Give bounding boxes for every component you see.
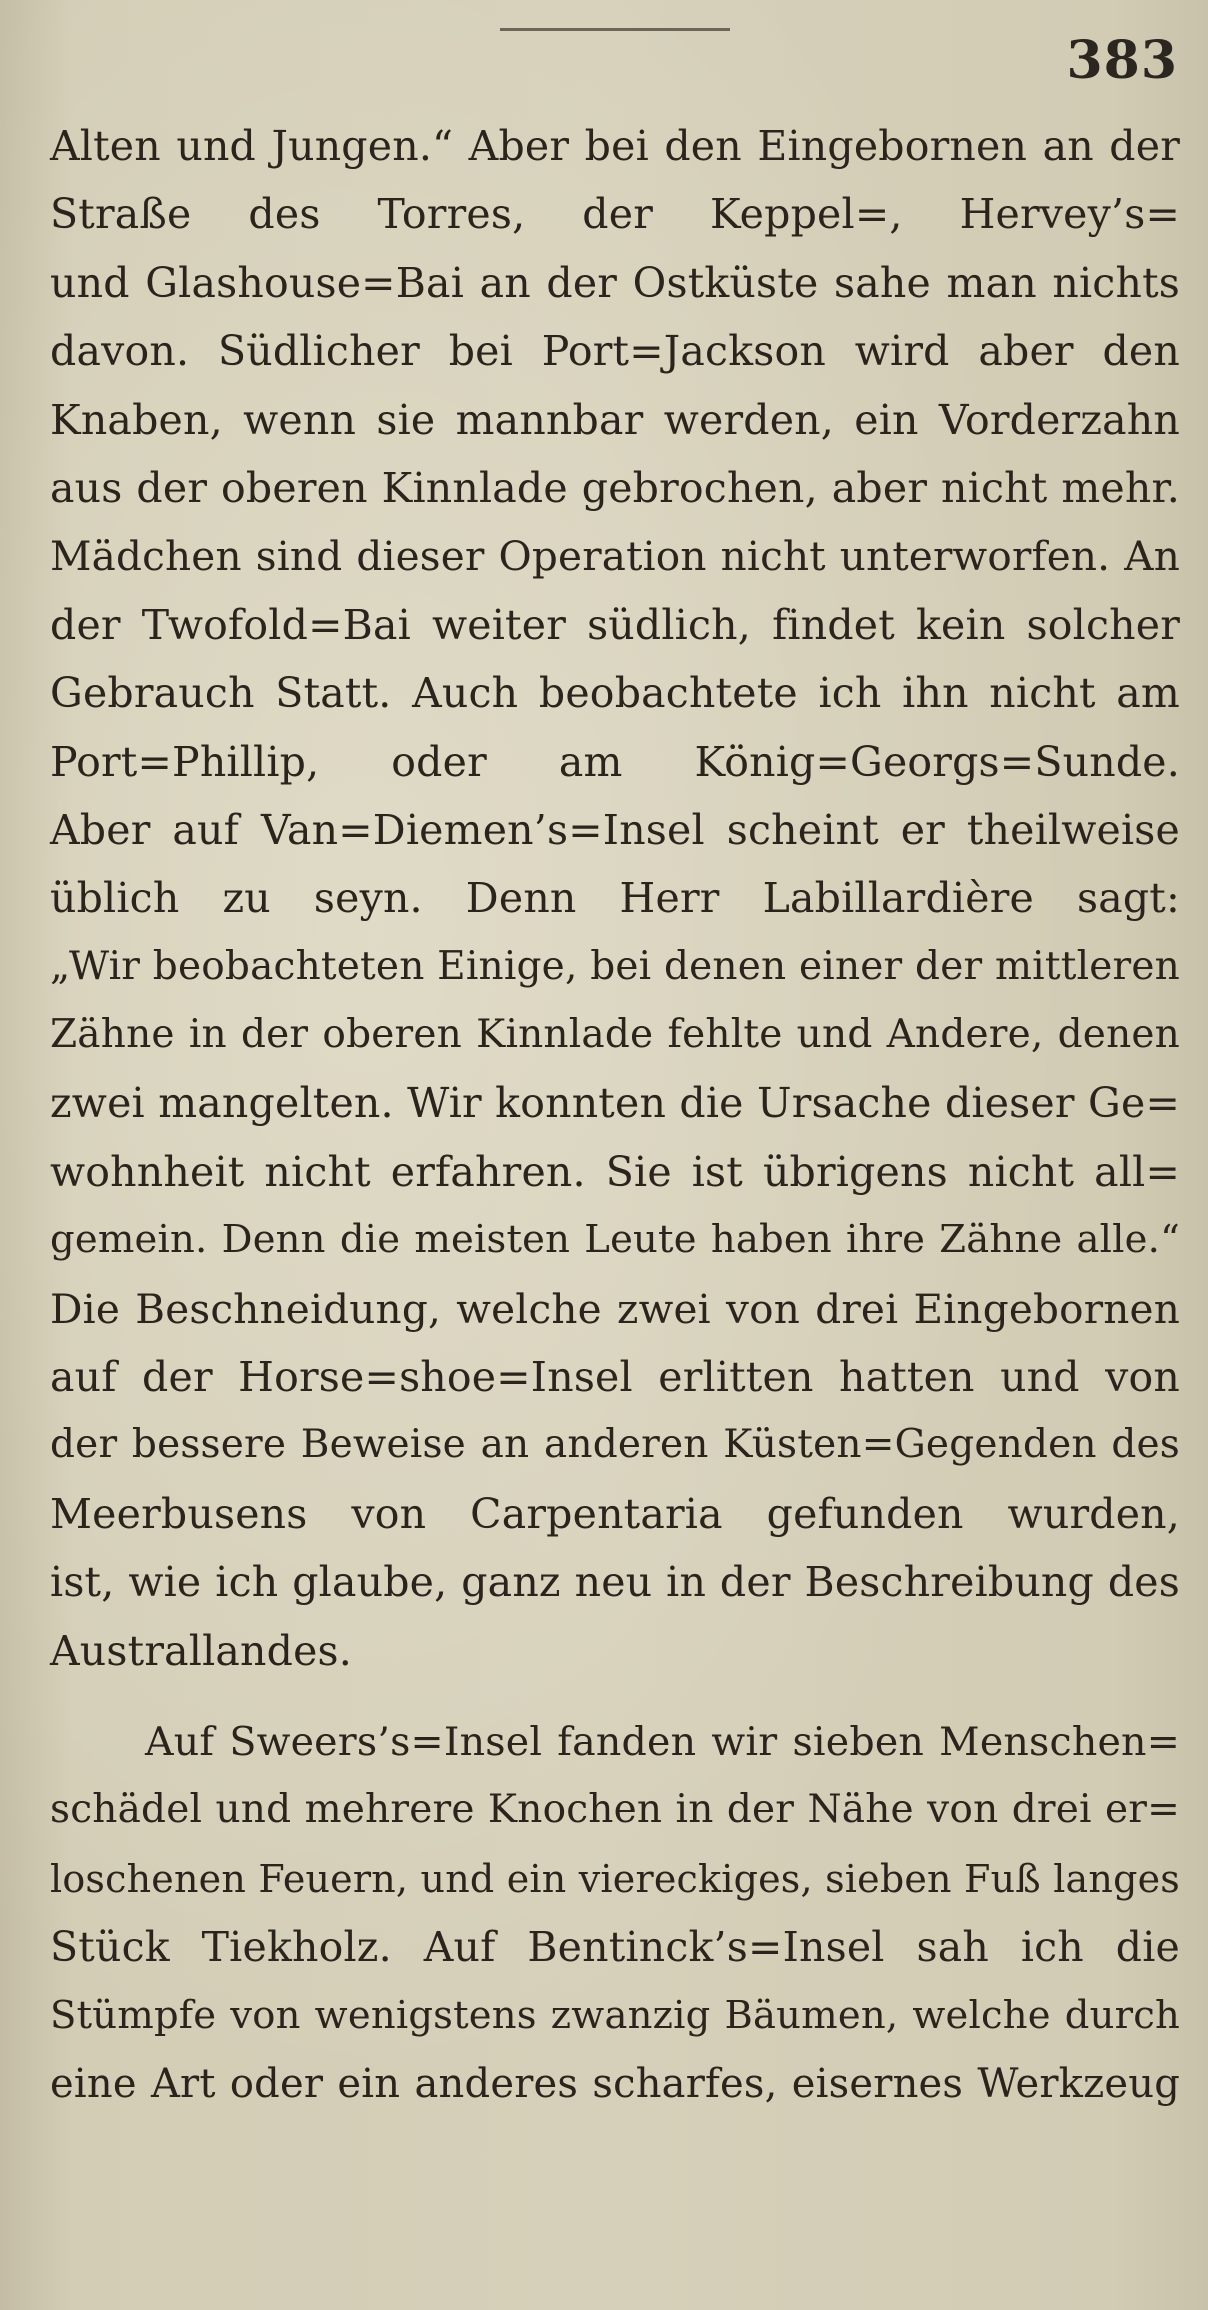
paragraph-2 bbox=[50, 1708, 1180, 2118]
text-line: Gebrauch Statt. Auch beobachtete ich ihn nicht am bbox=[50, 669, 1180, 718]
text-line: Straße des Torres, der Keppel=, Hervey’s= bbox=[50, 190, 1180, 239]
paragraph-1 bbox=[50, 112, 1180, 1685]
text-line: und Glashouse=Bai an der Ostküste sahe man nichts bbox=[50, 258, 1180, 307]
text-line: Mädchen sind dieser Operation nicht unterworfen. An bbox=[50, 532, 1180, 581]
text-line: gemein. Denn die meisten Leute haben ihre Zähne alle.“ bbox=[50, 1217, 1180, 1263]
text-line: Stück Tiekholz. Auf Bentinck’s=Insel sah ich die bbox=[50, 1923, 1180, 1972]
text-line: ist, wie ich glaube, ganz neu in der Beschreibung des bbox=[50, 1558, 1180, 1607]
text-line: der Twofold=Bai weiter südlich, findet kein solcher bbox=[50, 600, 1180, 649]
text-line: Alten und Jungen.“ Aber bei den Eingebornen an der bbox=[50, 122, 1180, 170]
text-line: Port=Phillip, oder am König=Georgs=Sunde. bbox=[50, 737, 1180, 786]
text-line: Meerbusens von Carpentaria gefunden wurden, bbox=[50, 1489, 1180, 1538]
text-line: „Wir beobachteten Einige, bei denen einer der mittleren bbox=[50, 943, 1180, 989]
text-line: Die Beschneidung, welche zwei von drei Eingebornen bbox=[50, 1284, 1180, 1333]
text-line: loschenen Feuern, und ein viereckiges, sieben Fuß langes bbox=[50, 1856, 1180, 1901]
text-line: üblich zu seyn. Denn Herr Labillardière sagt: bbox=[50, 874, 1180, 923]
text-line: Stümpfe von wenigstens zwanzig Bäumen, welche durch bbox=[50, 1992, 1180, 2038]
text-line: Knaben, wenn sie mannbar werden, ein Vorderzahn bbox=[50, 395, 1180, 444]
page-number: 383 bbox=[1066, 30, 1178, 91]
text-line: davon. Südlicher bei Port=Jackson wird aber den bbox=[50, 327, 1180, 376]
text-line: Zähne in der oberen Kinnlade fehlte und Andere, denen bbox=[50, 1012, 1180, 1058]
text-line: Aber auf Van=Diemen’s=Insel scheint er theilweise bbox=[50, 805, 1180, 854]
text-line: aus der oberen Kinnlade gebrochen, aber nicht mehr. bbox=[50, 463, 1180, 512]
text-line: wohnheit nicht erfahren. Sie ist übrigens nicht all= bbox=[50, 1147, 1180, 1196]
text-line: zwei mangelten. Wir konnten die Ursache dieser Ge= bbox=[50, 1079, 1180, 1128]
text-line: Auf Sweers’s=Insel fanden wir sieben Menschen= bbox=[145, 1719, 1180, 1765]
text-line: auf der Horse=shoe=Insel erlitten hatten und von bbox=[50, 1353, 1180, 1402]
header-rule bbox=[500, 28, 730, 31]
text-line: Australlandes. bbox=[50, 1626, 353, 1675]
text-line: der bessere Beweise an anderen Küsten=Gegenden des bbox=[50, 1422, 1180, 1468]
text-line: schädel und mehrere Knochen in der Nähe von drei er= bbox=[50, 1787, 1180, 1833]
text-line: eine Art oder ein anderes scharfes, eisernes Werkzeug bbox=[50, 2060, 1180, 2107]
